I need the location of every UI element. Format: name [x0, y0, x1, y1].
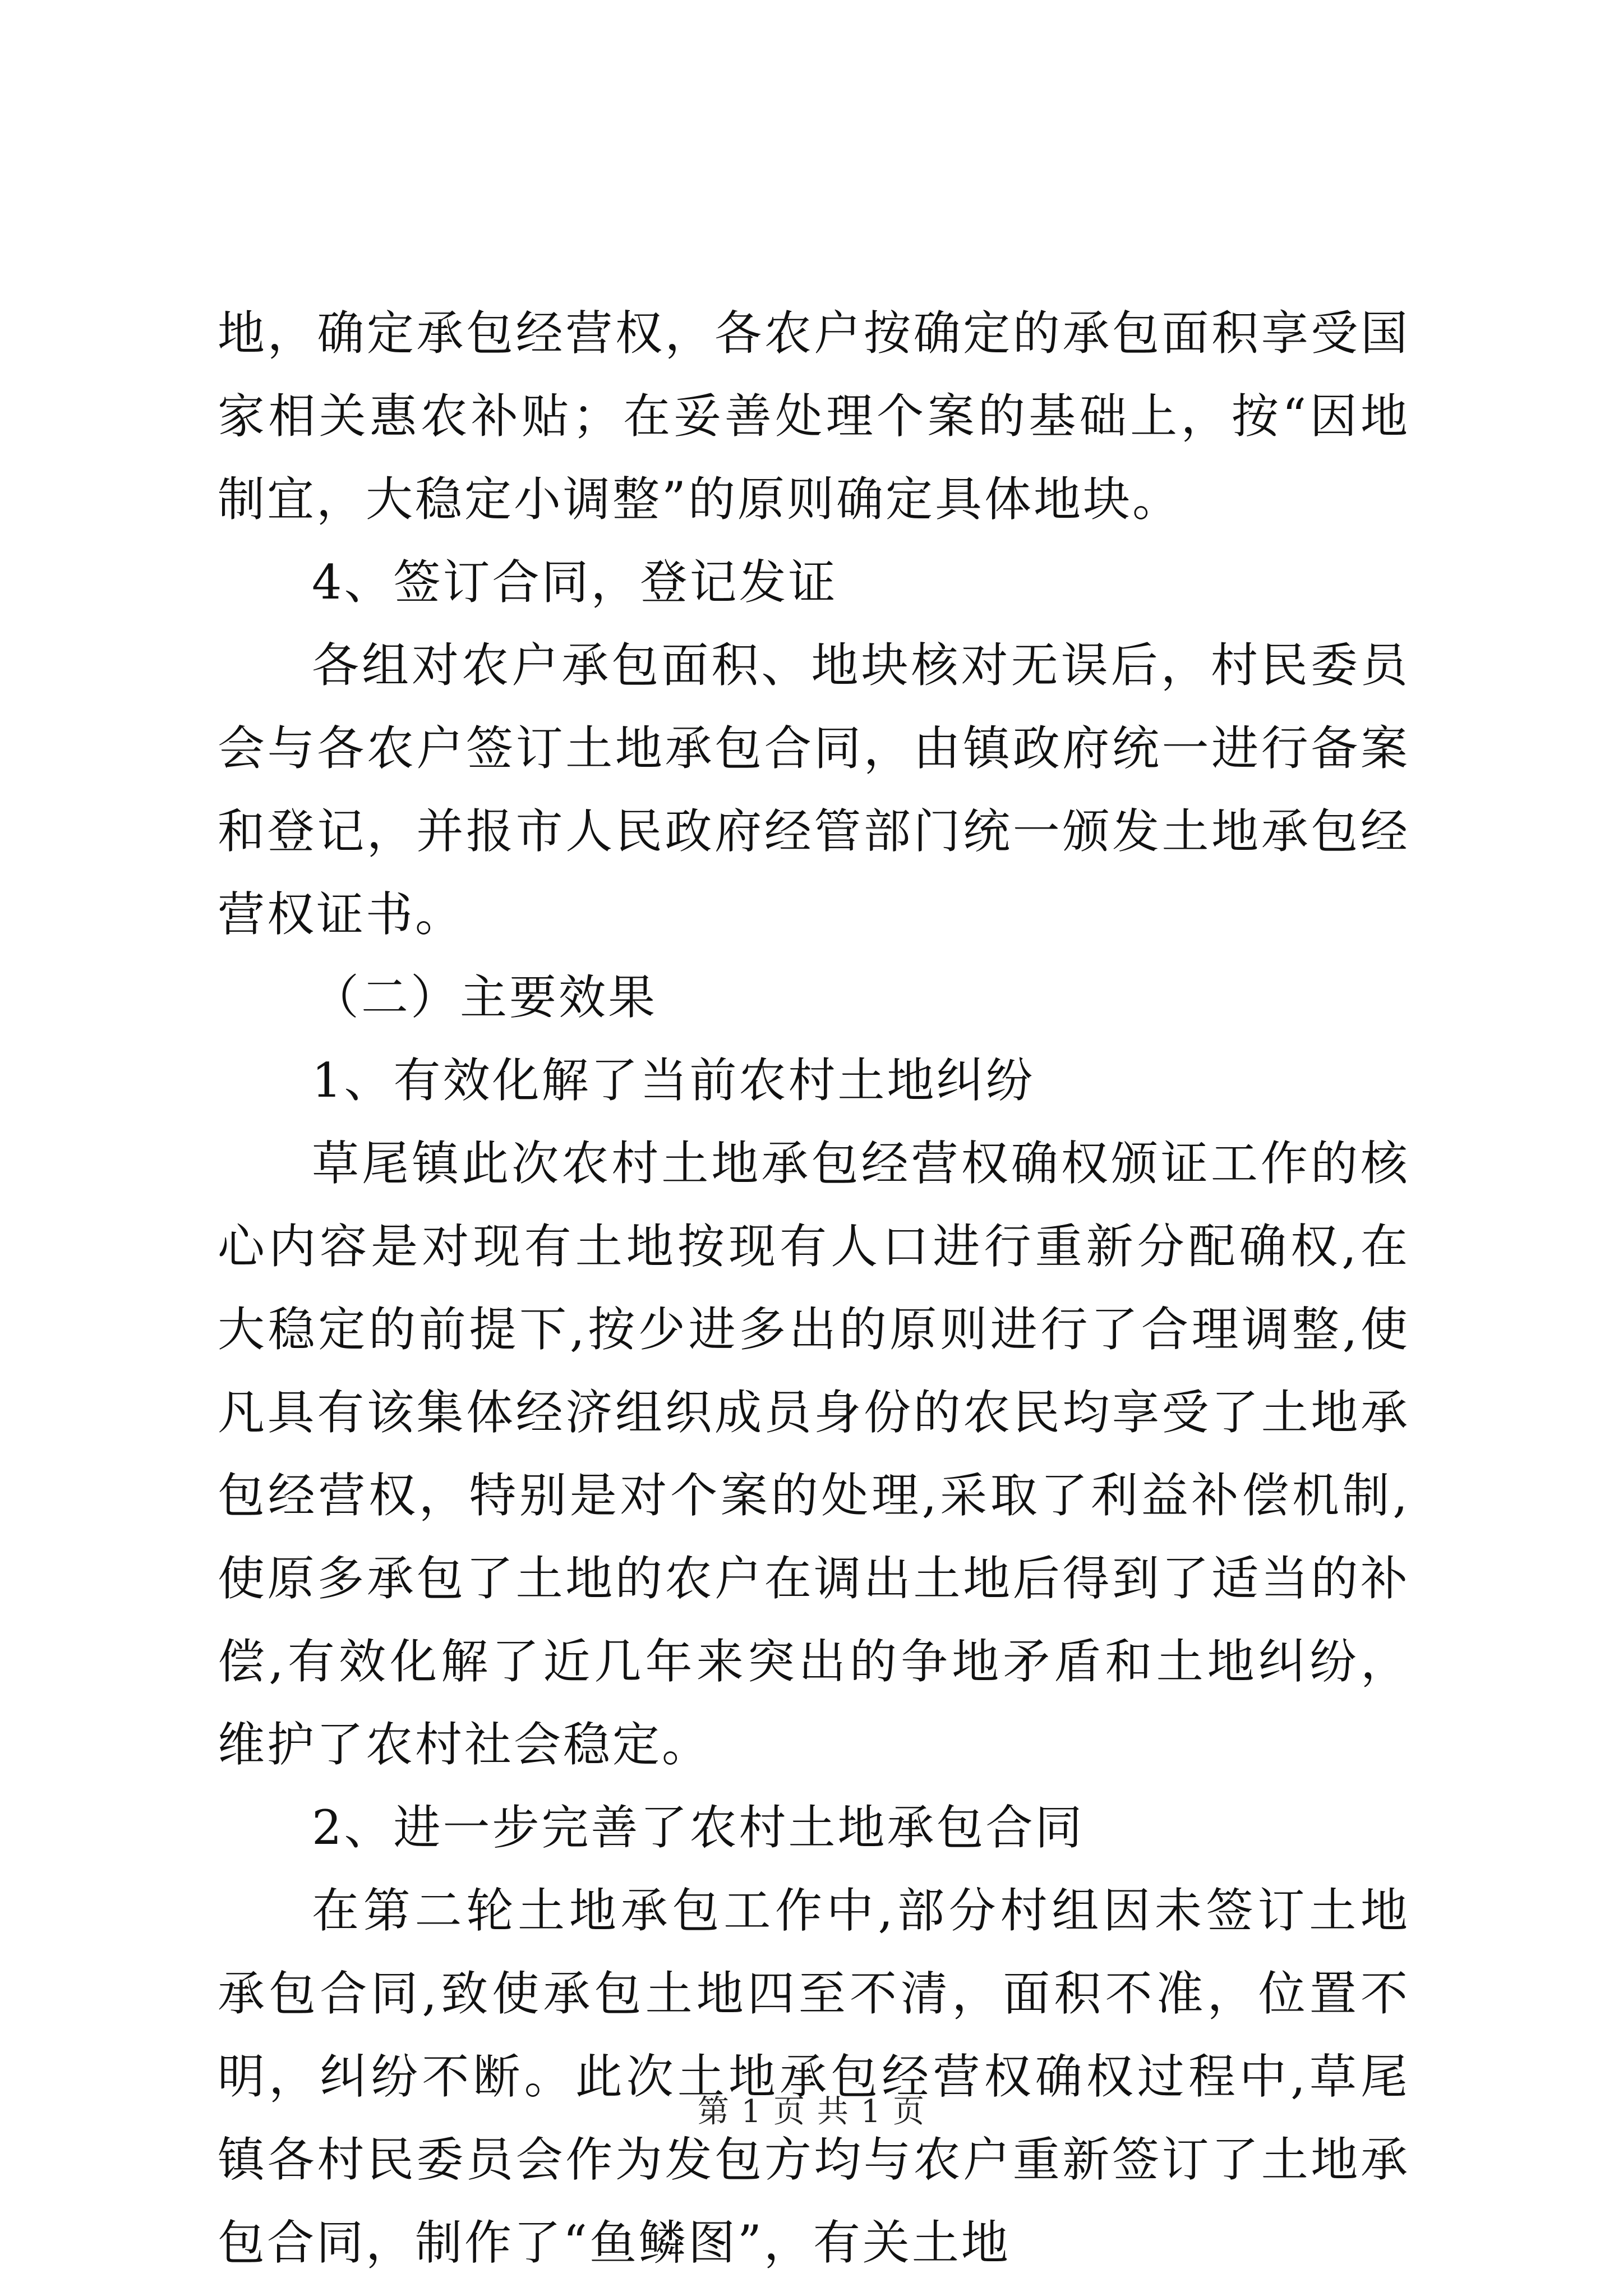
heading-improve-contracts: 2、进一步完善了农村土地承包合同 [312, 1800, 1085, 1855]
paragraph-resolve-disputes: 草尾镇此次农村土地承包经营权确权颁证工作的核心内容是对现有土地按现有人口进行重新分配确权,在大稳定的前提下,按少进多出的原则进行了合理调整,使凡具有该集体经济组织成员身份的农民均享受了土地承包经营权，特别是对个案的处理,采取了利益补偿机制,使原多承包了土地的农户在调出土地后得到了适当的补偿,有效化解了近几年来突出的争地矛盾和土地纠纷，维护了农村社会稳定。 [218, 1136, 1410, 1772]
heading-sign-contract: 4、签订合同，登记发证 [312, 555, 838, 610]
paragraph-sign-contract: 各组对农户承包面积、地块核对无误后，村民委员会与各农户签订土地承包合同，由镇政府统一进行备案和登记，并报市人民政府经管部门统一颁发土地承包经营权证书。 [218, 638, 1410, 942]
document-body [218, 292, 1410, 2284]
page-number-footer: 第 1 页 共 1 页 [697, 2093, 926, 2130]
heading-main-effects: （二）主要效果 [312, 970, 658, 1025]
paragraph-continuation: 地，确定承包经营权，各农户按确定的承包面积享受国家相关惠农补贴；在妥善处理个案的基础上，按“因地制宜，大稳定小调整”的原则确定具体地块。 [218, 306, 1410, 527]
paragraph-improve-contracts: 在第二轮土地承包工作中,部分村组因未签订土地承包合同,致使承包土地四至不清，面积不准，位置不明，纠纷不断。此次土地承包经营权确权过程中,草尾镇各村民委员会作为发包方均与农户重新签订了土地承包合同，制作了“鱼鳞图”，有关土地 [218, 1883, 1410, 2270]
heading-resolve-disputes: 1、有效化解了当前农村土地纠纷 [312, 1053, 1035, 1108]
